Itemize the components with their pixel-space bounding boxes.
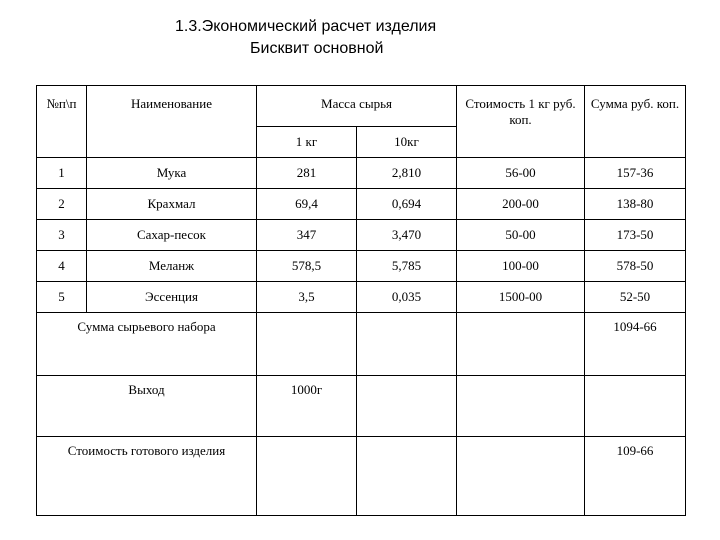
- row-name: Сахар-песок: [87, 220, 257, 251]
- table-row: [37, 220, 686, 251]
- yield-row: [37, 376, 686, 437]
- row-kg10: 3,470: [357, 220, 457, 251]
- empty-cell: [457, 376, 585, 437]
- row-num: 4: [37, 251, 87, 282]
- empty-cell: [457, 313, 585, 376]
- row-kg1: 69,4: [257, 189, 357, 220]
- row-price: 50-00: [457, 220, 585, 251]
- title-line-1: 1.3.Экономический расчет изделия: [175, 18, 437, 35]
- header-sum: Сумма руб. коп.: [585, 86, 686, 158]
- header-price: Стоимость 1 кг руб. коп.: [457, 86, 585, 158]
- row-price: 1500-00: [457, 282, 585, 313]
- row-kg1: 3,5: [257, 282, 357, 313]
- row-sum: 578-50: [585, 251, 686, 282]
- row-num: 5: [37, 282, 87, 313]
- row-name: Мука: [87, 158, 257, 189]
- empty-cell: [585, 376, 686, 437]
- row-kg1: 281: [257, 158, 357, 189]
- table-row: [37, 251, 686, 282]
- row-sum: 173-50: [585, 220, 686, 251]
- row-kg10: 0,035: [357, 282, 457, 313]
- empty-cell: [257, 313, 357, 376]
- header-name: Наименование: [87, 86, 257, 158]
- empty-cell: [457, 437, 585, 516]
- finished-cost-row: [37, 437, 686, 516]
- header-num: №п\п: [37, 86, 87, 158]
- row-kg10: 2,810: [357, 158, 457, 189]
- row-kg1: 347: [257, 220, 357, 251]
- row-name: Меланж: [87, 251, 257, 282]
- empty-cell: [357, 376, 457, 437]
- economic-calculation-table: [36, 85, 686, 516]
- row-num: 2: [37, 189, 87, 220]
- row-kg10: 5,785: [357, 251, 457, 282]
- row-kg10: 0,694: [357, 189, 457, 220]
- raw-set-value: 1094-66: [585, 313, 686, 376]
- row-name: Крахмал: [87, 189, 257, 220]
- empty-cell: [357, 437, 457, 516]
- raw-set-total-row: [37, 313, 686, 376]
- empty-cell: [257, 437, 357, 516]
- table-row: [37, 158, 686, 189]
- row-price: 100-00: [457, 251, 585, 282]
- title-line-2: Бисквит основной: [250, 40, 384, 57]
- row-sum: 157-36: [585, 158, 686, 189]
- header-mass: Масса сырья: [257, 86, 457, 127]
- row-num: 3: [37, 220, 87, 251]
- table-row: [37, 282, 686, 313]
- finished-cost-label: Стоимость готового изделия: [37, 437, 257, 516]
- row-kg1: 578,5: [257, 251, 357, 282]
- empty-cell: [357, 313, 457, 376]
- header-row: [37, 86, 686, 127]
- yield-value: 1000г: [257, 376, 357, 437]
- header-mass-10kg: 10кг: [357, 127, 457, 158]
- row-name: Эссенция: [87, 282, 257, 313]
- row-sum: 52-50: [585, 282, 686, 313]
- row-price: 56-00: [457, 158, 585, 189]
- row-price: 200-00: [457, 189, 585, 220]
- table-row: [37, 189, 686, 220]
- finished-cost-value: 109-66: [585, 437, 686, 516]
- raw-set-label: Сумма сырьевого набора: [37, 313, 257, 376]
- header-mass-1kg: 1 кг: [257, 127, 357, 158]
- row-num: 1: [37, 158, 87, 189]
- yield-label: Выход: [37, 376, 257, 437]
- row-sum: 138-80: [585, 189, 686, 220]
